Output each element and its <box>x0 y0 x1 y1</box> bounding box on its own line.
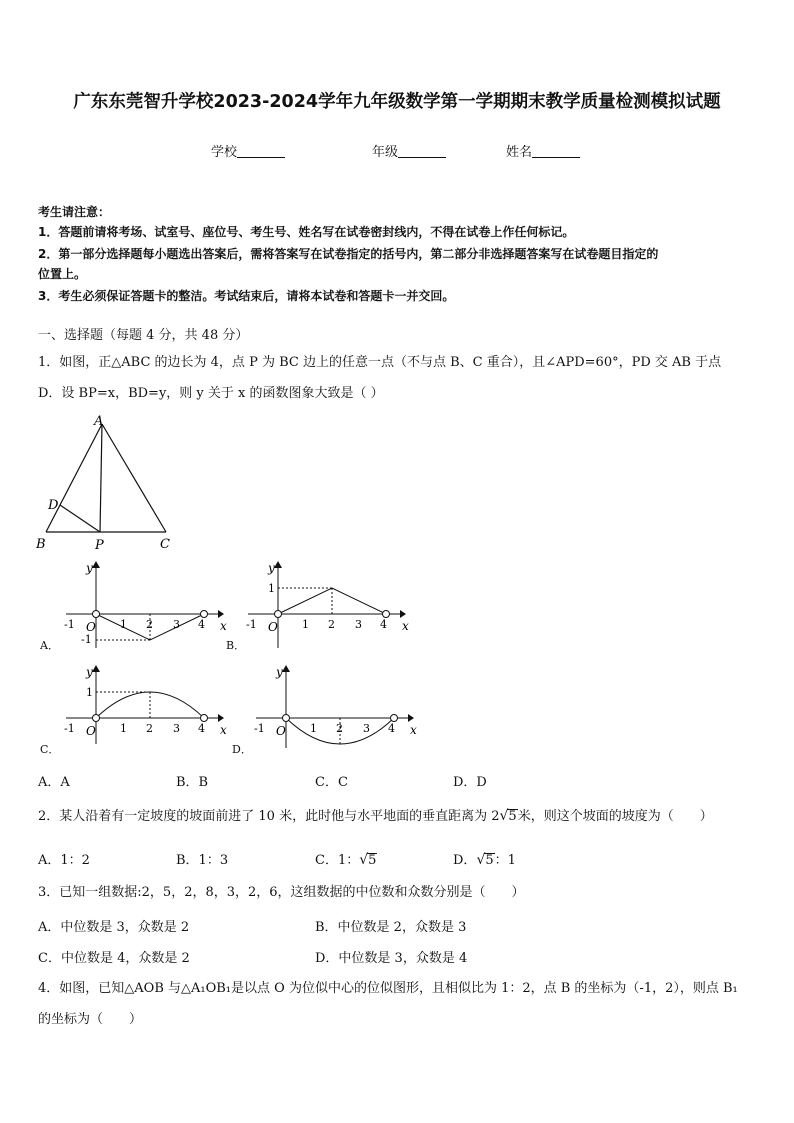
graph-c-x-label: x <box>220 723 227 737</box>
section-heading: 一、选择题（每题 4 分，共 48 分） <box>38 328 249 343</box>
school-field <box>211 141 285 160</box>
graph-b-tick-1: 1 <box>302 618 309 631</box>
graph-c-origin-label: O <box>86 724 96 738</box>
graph-d-tick-m1: -1 <box>254 722 265 735</box>
graph-c-tick-m1: -1 <box>64 722 75 735</box>
graph-b-origin-label: O <box>268 620 278 634</box>
q2-option-d-tail: ：1 <box>494 853 516 868</box>
sqrt-symbol: √ <box>476 852 486 868</box>
q2-option-c-radicand: 5 <box>368 853 377 868</box>
graph-c-tick-2: 2 <box>146 722 153 735</box>
graph-d-origin-label: O <box>276 724 286 738</box>
graph-c-y-label: y <box>86 665 93 679</box>
graph-d-y-label: y <box>276 665 283 679</box>
school-label: 学校 <box>211 145 238 160</box>
vertex-d-label: D <box>48 498 59 513</box>
graph-a-x-label: x <box>220 619 227 633</box>
q2-radicand: 5 <box>508 809 517 824</box>
q3-text: 3．已知一组数据:2，5，2，8，3，2，6，这组数据的中位数和众数分别是（ ） <box>38 885 525 900</box>
graph-b-tick-2: 2 <box>328 618 335 631</box>
school-blank <box>237 145 285 158</box>
q1-option-a[interactable]: A．A <box>38 775 70 790</box>
graph-a-tick-neg1: -1 <box>81 633 92 646</box>
q2-option-b[interactable]: B．1：3 <box>176 853 229 868</box>
graph-c-tick-1: 1 <box>120 722 127 735</box>
graph-d-tick-2: 2 <box>336 722 343 735</box>
page-title: 广东东莞智升学校2023-2024学年九年级数学第一学期期末教学质量检测模拟试题 <box>73 92 721 112</box>
q2-option-d[interactable] <box>453 849 516 868</box>
graph-b-tick-m1: -1 <box>246 618 257 631</box>
choice-label-b: B． <box>226 639 246 652</box>
q2-text-b: 米，则这个坡面的坡度为（ ） <box>517 809 713 824</box>
q2-option-c[interactable] <box>315 849 377 868</box>
notice-item-2: 2．第一部分选择题每小题选出答案后，需将答案写在试卷指定的括号内，第二部分非选择题答案写在试卷题目指定的 <box>38 247 659 261</box>
graph-b-y-label: y <box>268 561 275 575</box>
vertex-c-label: C <box>160 537 170 552</box>
sqrt-symbol: √ <box>359 852 369 868</box>
graph-c-tick-4: 4 <box>198 722 205 735</box>
graph-a-tick-2: 2 <box>146 618 153 631</box>
q1-option-d[interactable]: D．D <box>453 775 487 790</box>
q3-option-b[interactable]: B．中位数是 2，众数是 3 <box>315 920 467 935</box>
graph-d <box>248 664 418 750</box>
vertex-p-label: P <box>95 538 104 553</box>
graph-a-tick-1: 1 <box>120 618 127 631</box>
choice-label-a: A． <box>40 639 59 652</box>
notice-heading: 考生请注意： <box>38 205 111 219</box>
grade-label: 年级 <box>372 145 399 160</box>
graph-a-tick-m1: -1 <box>64 618 75 631</box>
q1-line1: 1．如图，正△ABC 的边长为 4，点 P 为 BC 边上的任意一点（不与点 B、C 重合），且∠APD=60°，PD 交 AB 于点 <box>38 355 722 370</box>
graph-a <box>58 560 228 650</box>
graph-d-tick-3: 3 <box>363 722 370 735</box>
vertex-a-label: A <box>94 414 104 429</box>
q2-option-d-radicand: 5 <box>485 853 494 868</box>
q3-option-c[interactable]: C．中位数是 4，众数是 2 <box>38 951 190 966</box>
triangle-figure <box>30 412 190 554</box>
choice-label-c: C． <box>40 743 60 756</box>
graph-b-tick-3: 3 <box>355 618 362 631</box>
grade-field <box>372 141 446 160</box>
notice-item-1: 1．答题前请将考场、试室号、座位号、考生号、姓名写在试卷密封线内，不得在试卷上作任何标记。 <box>38 225 575 239</box>
graph-a-y-label: y <box>86 561 93 575</box>
graph-c <box>58 664 228 746</box>
graph-c-tick-3: 3 <box>173 722 180 735</box>
q3-option-a[interactable]: A．中位数是 3，众数是 2 <box>38 920 190 935</box>
vertex-b-label: B <box>36 537 46 552</box>
name-blank <box>532 145 580 158</box>
q2-text-a: 2．某人沿着有一定坡度的坡面前进了 10 米，此时他与水平地面的垂直距离为 2 <box>38 809 500 824</box>
graph-d-tick-1: 1 <box>310 722 317 735</box>
q2-text <box>38 808 713 825</box>
graph-a-tick-3: 3 <box>173 618 180 631</box>
name-label: 姓名 <box>506 145 533 160</box>
choice-label-d: D． <box>232 743 252 756</box>
graph-b-tick-4: 4 <box>380 618 387 631</box>
graph-d-x-label: x <box>410 723 417 737</box>
name-field <box>506 141 580 160</box>
q1-line2: D．设 BP=x，BD=y，则 y 关于 x 的函数图象大致是（ ） <box>38 386 384 401</box>
sqrt-symbol: √ <box>499 808 509 824</box>
q1-option-c[interactable]: C．C <box>315 775 348 790</box>
graph-c-tick-one: 1 <box>86 686 93 699</box>
graph-b <box>240 560 410 650</box>
q3-option-d[interactable]: D．中位数是 3，众数是 4 <box>315 951 468 966</box>
grade-blank <box>398 145 446 158</box>
notice-item-2-cont: 位置上。 <box>38 267 87 281</box>
q2-option-a[interactable]: A．1：2 <box>38 853 90 868</box>
q4-line2: 的坐标为（ ） <box>38 1012 143 1027</box>
q4-line1: 4．如图，已知△AOB 与△A₁OB₁是以点 O 为位似中心的位似图形，且相似比为 1：2，点 B 的坐标为（-1，2），则点 B₁ <box>38 981 738 996</box>
graph-b-tick-one: 1 <box>268 582 275 595</box>
graph-d-tick-4: 4 <box>388 722 395 735</box>
notice-item-3: 3．考生必须保证答题卡的整洁。考试结束后，请将本试卷和答题卡一并交回。 <box>38 289 455 303</box>
graph-b-x-label: x <box>402 619 409 633</box>
q2-option-c-text: C．1： <box>315 853 360 868</box>
q1-option-b[interactable]: B．B <box>176 775 209 790</box>
graph-a-origin-label: O <box>86 620 96 634</box>
q2-option-d-text: D． <box>453 853 477 868</box>
graph-a-tick-4: 4 <box>198 618 205 631</box>
